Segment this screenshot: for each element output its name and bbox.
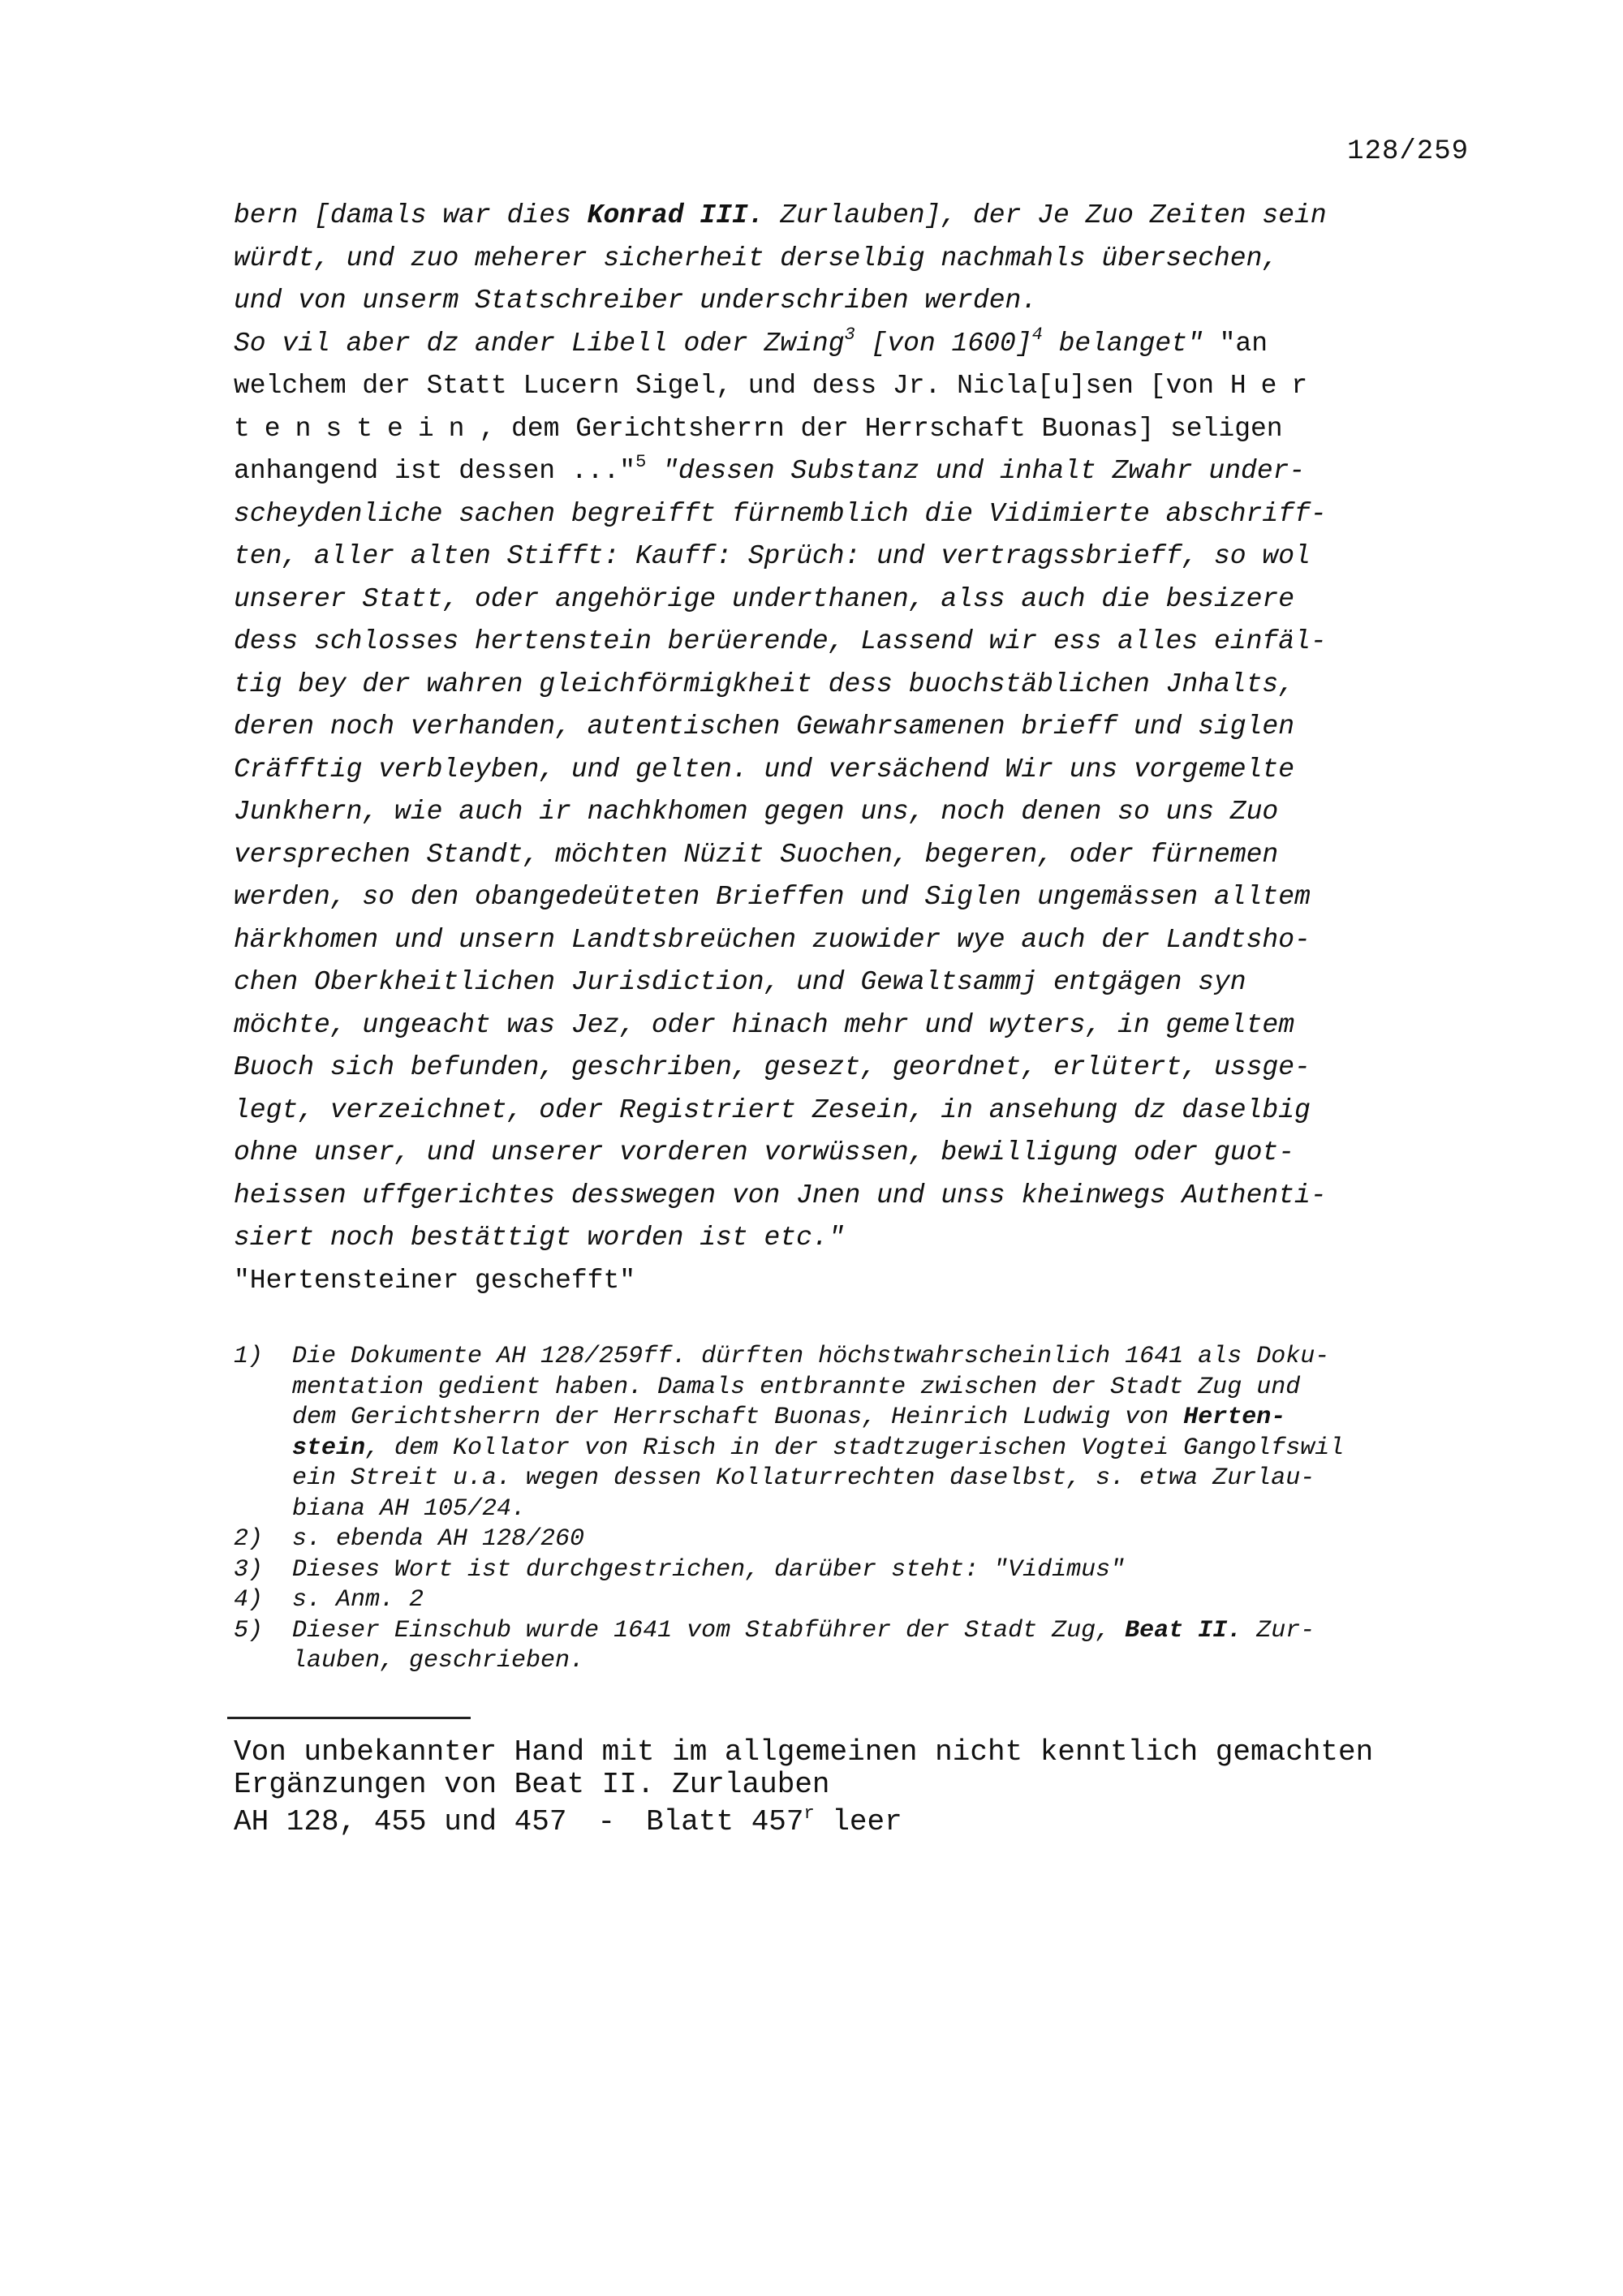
footnote [234, 1616, 1500, 1677]
text-span: AH 128, 455 und 457 [234, 1805, 567, 1838]
footnote [234, 1585, 1500, 1616]
text-line: dess schlosses hertenstein berüerende, Lassend wir ess alles einfäl- [234, 626, 1327, 656]
text-line: scheydenliche sachen begreifft fürnemblich die Vidimierte abschriff- [234, 498, 1327, 529]
source-line: Ergänzungen von Beat II. Zurlauben [234, 1768, 830, 1801]
text-line: "Hertensteiner geschefft" [234, 1265, 636, 1296]
footnote-line [292, 1616, 1500, 1647]
person-name-bold: stein [292, 1434, 366, 1462]
footnote-number: 4) [234, 1586, 264, 1614]
text-line: deren noch verhanden, autentischen Gewahrsamenen brieff und siglen [234, 712, 1295, 742]
text-line: ten, aller alten Stifft: Kauff: Sprüch: und vertragssbrieff, so wol [234, 541, 1311, 571]
footnote [234, 1524, 1500, 1555]
footnote-number: 1) [234, 1343, 264, 1370]
separator-rule [227, 1717, 471, 1719]
text-line: möchte, ungeacht was Jez, oder hinach mehr und wyters, in gemeltem [234, 1009, 1295, 1040]
text-line: Cräfftig verbleyben, und gelten. und versächend Wir uns vorgemelte [234, 754, 1295, 785]
text-line: würdt, und zuo meherer sicherheit derselbig nachmahls übersechen, [234, 243, 1279, 273]
text-span: [von 1600] [855, 328, 1032, 359]
text-line: unserer Statt, oder angehörige underthanen, alss auch die besizere [234, 583, 1295, 614]
text-span: bern [damals war dies [234, 200, 588, 230]
footnote-ref: 3 [844, 324, 855, 345]
text-line: heissen uffgerichtes desswegen von Jnen und unss kheinwegs Authenti- [234, 1180, 1327, 1210]
spaced-name: Her [1229, 371, 1323, 401]
footnote [234, 1555, 1500, 1586]
source-line [234, 1806, 1500, 1838]
text-line: chen Oberkheitlichen Jurisdiction, und Gewaltsammj entgägen syn [234, 967, 1246, 997]
footnote-number: 5) [234, 1616, 264, 1645]
text-line: werden, so den obangedeüteten Brieffen und Siglen ungemässen alltem [234, 882, 1311, 912]
text-span: Zur- [1242, 1616, 1315, 1645]
text-span: "dessen Substanz und inhalt Zwahr under- [646, 456, 1306, 486]
text-line: härkhomen und unsern Landtsbreüchen zuowider wye auch der Landtsho- [234, 924, 1311, 955]
person-name-bold: Herten- [1183, 1404, 1286, 1431]
superscript: r [803, 1804, 815, 1824]
text-span: Blatt 457 [646, 1805, 804, 1838]
footnote-line: ein Streit u.a. wegen dessen Kollaturrechten daselbst, s. etwa Zurlau- [292, 1464, 1315, 1492]
footnote-line: lauben, geschrieben. [292, 1647, 585, 1675]
text-line: siert noch bestättigt worden ist etc." [234, 1223, 845, 1253]
footnote-line [292, 1434, 1500, 1464]
footnote-number: 3) [234, 1555, 264, 1584]
spaced-name: tenstein [234, 413, 480, 444]
text-line [234, 365, 1483, 408]
person-name-bold: Beat II. [1125, 1616, 1242, 1645]
text-line [234, 323, 1483, 366]
text-span: So vil aber dz ander Libell oder Zwing [234, 328, 845, 359]
text-line: ohne unser, und unserer vorderen vorwüssen, bewilligung oder guot- [234, 1137, 1295, 1167]
footnotes [234, 1342, 1500, 1677]
text-line [234, 195, 1483, 238]
footnote-number: 2) [234, 1525, 264, 1553]
footnote-line: s. Anm. 2 [292, 1586, 424, 1614]
text-line: versprechen Standt, möchten Nüzit Suochen, begeren, oder fürnemen [234, 839, 1279, 870]
text-line: und von unserm Statschreiber underschriben werden. [234, 286, 1038, 316]
page-number: 128/259 [1347, 136, 1469, 167]
footnote [234, 1342, 1500, 1524]
text-line [234, 450, 1483, 493]
text-span: belanget" [1042, 328, 1203, 359]
source-note [234, 1736, 1500, 1838]
text-span: anhangend ist dessen ..." [234, 456, 636, 486]
text-span: Zurlauben], der Je Zuo Zeiten sein [764, 200, 1327, 230]
main-text [234, 195, 1483, 1302]
text-span: leer [814, 1805, 902, 1838]
dash-separator: - [597, 1805, 616, 1838]
text-line: tig bey der wahren gleichförmigkheit dess buochstäblichen Jnhalts, [234, 669, 1295, 699]
person-name-bold: Konrad III. [587, 200, 764, 230]
footnote-line: biana AH 105/24. [292, 1494, 527, 1523]
footnote-ref: 5 [635, 452, 647, 472]
text-span: "an [1203, 328, 1268, 359]
text-span: dem Gerichtsherrn der Herrschaft Buonas, Heinrich Ludwig von [292, 1404, 1184, 1431]
text-span: welchem der Statt Lucern Sigel, und dess Jr. Nicla[u]sen [von [234, 371, 1230, 401]
footnote-line: s. ebenda AH 128/260 [292, 1525, 585, 1553]
text-span: Dieser Einschub wurde 1641 vom Stabführer der Stadt Zug, [292, 1616, 1126, 1645]
source-line: Von unbekannter Hand mit im allgemeinen nicht kenntlich gemachten [234, 1735, 1374, 1769]
footnote-ref: 4 [1031, 324, 1043, 345]
text-line: legt, verzeichnet, oder Registriert Zesein, in ansehung dz daselbig [234, 1094, 1311, 1125]
text-span: , dem Kollator von Risch in der stadtzugerischen Vogtei Gangolfswil [365, 1434, 1345, 1462]
text-line [234, 408, 1483, 451]
text-span: , dem Gerichtsherrn der Herrschaft Buonas] seligen [479, 413, 1283, 444]
text-line: Junkhern, wie auch ir nachkhomen gegen uns, noch denen so uns Zuo [234, 797, 1279, 827]
footnote-line: mentation gedient haben. Damals entbrannte zwischen der Stadt Zug und [292, 1373, 1301, 1401]
text-line: Buoch sich befunden, geschriben, gesezt, geordnet, erlütert, ussge- [234, 1052, 1311, 1082]
footnote-line [292, 1403, 1500, 1434]
footnote-line: Die Dokumente AH 128/259ff. dürften höchstwahrscheinlich 1641 als Doku- [292, 1343, 1330, 1370]
footnote-line: Dieses Wort ist durchgestrichen, darüber steht: "Vidimus" [292, 1555, 1126, 1584]
